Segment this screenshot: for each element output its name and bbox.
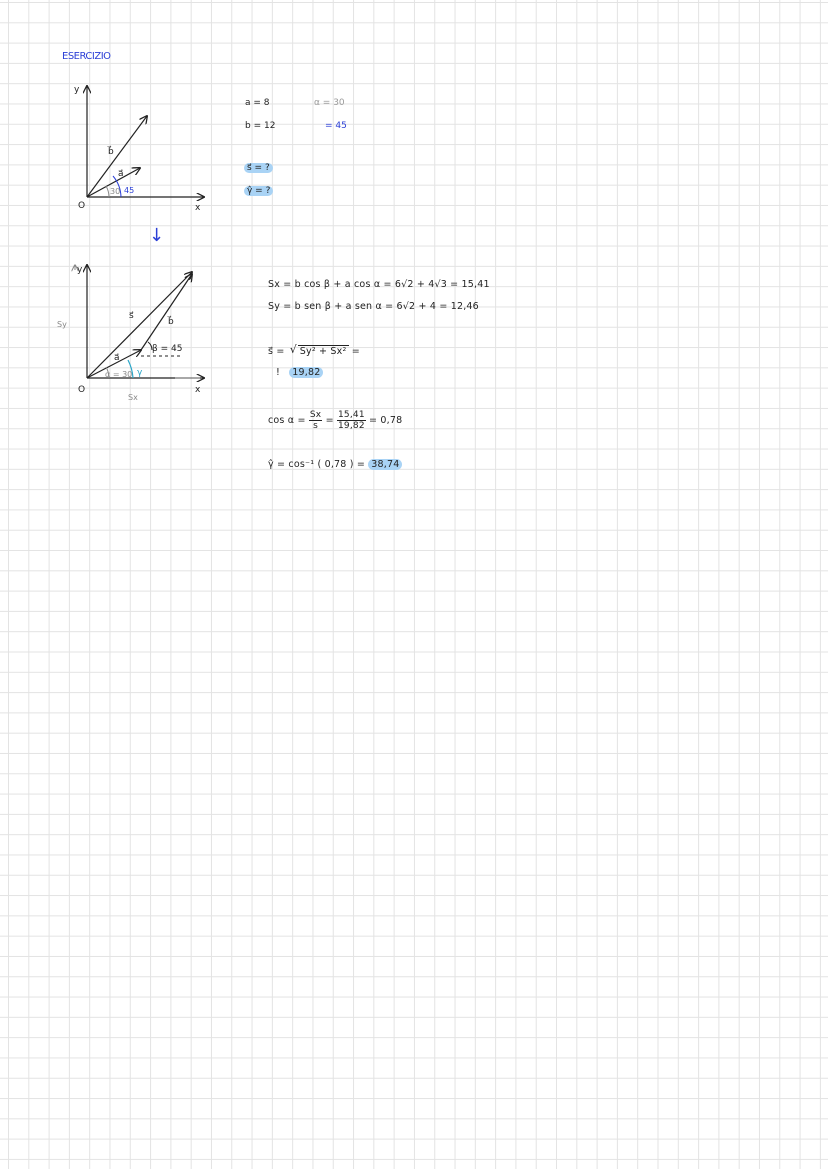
cos-den-1: s	[313, 421, 319, 431]
given-alpha: α = 30	[314, 98, 345, 108]
d2-vec-b-label: b⃗	[168, 317, 174, 327]
s-lhs: s⃗ =	[268, 346, 285, 357]
equation-sx: Sx = b cos β + a cos α = 6√2 + 4√3 = 15,41	[268, 279, 490, 290]
d2-vec-a-label: a⃗	[114, 353, 120, 363]
cos-eq-1: =	[325, 415, 334, 426]
gamma-lhs: γ̂ = cos⁻¹ ( 0,78 ) =	[268, 459, 366, 470]
d2-x-label: x	[195, 385, 201, 395]
d1-x-label: x	[195, 203, 201, 213]
s-value: 19,82	[289, 367, 323, 378]
d2-origin: O	[78, 385, 86, 395]
d2-vec-s-label: s⃗	[129, 311, 134, 321]
s-root: √ Sy² + Sx²	[298, 345, 349, 357]
equation-gamma	[268, 459, 402, 470]
equation-s-magnitude	[268, 345, 360, 357]
gamma-value: 38,74	[368, 459, 402, 470]
d2-gamma-label: γ	[137, 368, 143, 378]
d2-alpha-label: α = 30	[105, 370, 133, 379]
d1-y-label: y	[74, 85, 80, 95]
cos-lhs: cos α =	[268, 415, 306, 426]
cos-frac-1	[309, 410, 322, 431]
equation-cos-alpha	[268, 410, 402, 431]
cos-result: = 0,78	[368, 415, 403, 426]
given-gamma-unknown: γ̂ = ?	[244, 186, 273, 196]
d2-beta-label: β = 45	[152, 344, 183, 354]
d1-beta-label: 45	[124, 186, 135, 195]
d2-vector-b	[141, 274, 192, 350]
cos-num-2: 15,41	[337, 410, 365, 420]
d1-vec-a-label: a⃗	[118, 169, 124, 179]
s-mark: !	[276, 367, 281, 378]
given-s-unknown: s⃗ = ?	[244, 163, 273, 173]
d1-vec-b-label: b⃗	[108, 147, 114, 157]
d2-sx-label: Sx	[128, 393, 138, 402]
equation-sy: Sy = b sen β + a sen α = 6√2 + 4 = 12,46	[268, 301, 479, 312]
given-b: b = 12	[245, 121, 276, 131]
cos-den-2: 19,82	[337, 421, 365, 431]
d2-sy-label: Sy	[57, 320, 67, 329]
cos-num-1: Sx	[309, 410, 322, 420]
exercise-title: ESERCIZIO	[62, 51, 111, 62]
given-beta: = 45	[325, 121, 347, 131]
d1-origin: O	[78, 201, 86, 211]
given-a: a = 8	[245, 98, 270, 108]
d2-y-label: y	[77, 265, 83, 275]
d1-alpha-label: 30	[110, 187, 121, 196]
down-arrow: ↓	[149, 225, 165, 246]
s-result-line	[276, 367, 323, 378]
cos-frac-2	[337, 410, 366, 431]
d2-vector-s	[87, 272, 192, 378]
s-eq: =	[351, 346, 360, 357]
